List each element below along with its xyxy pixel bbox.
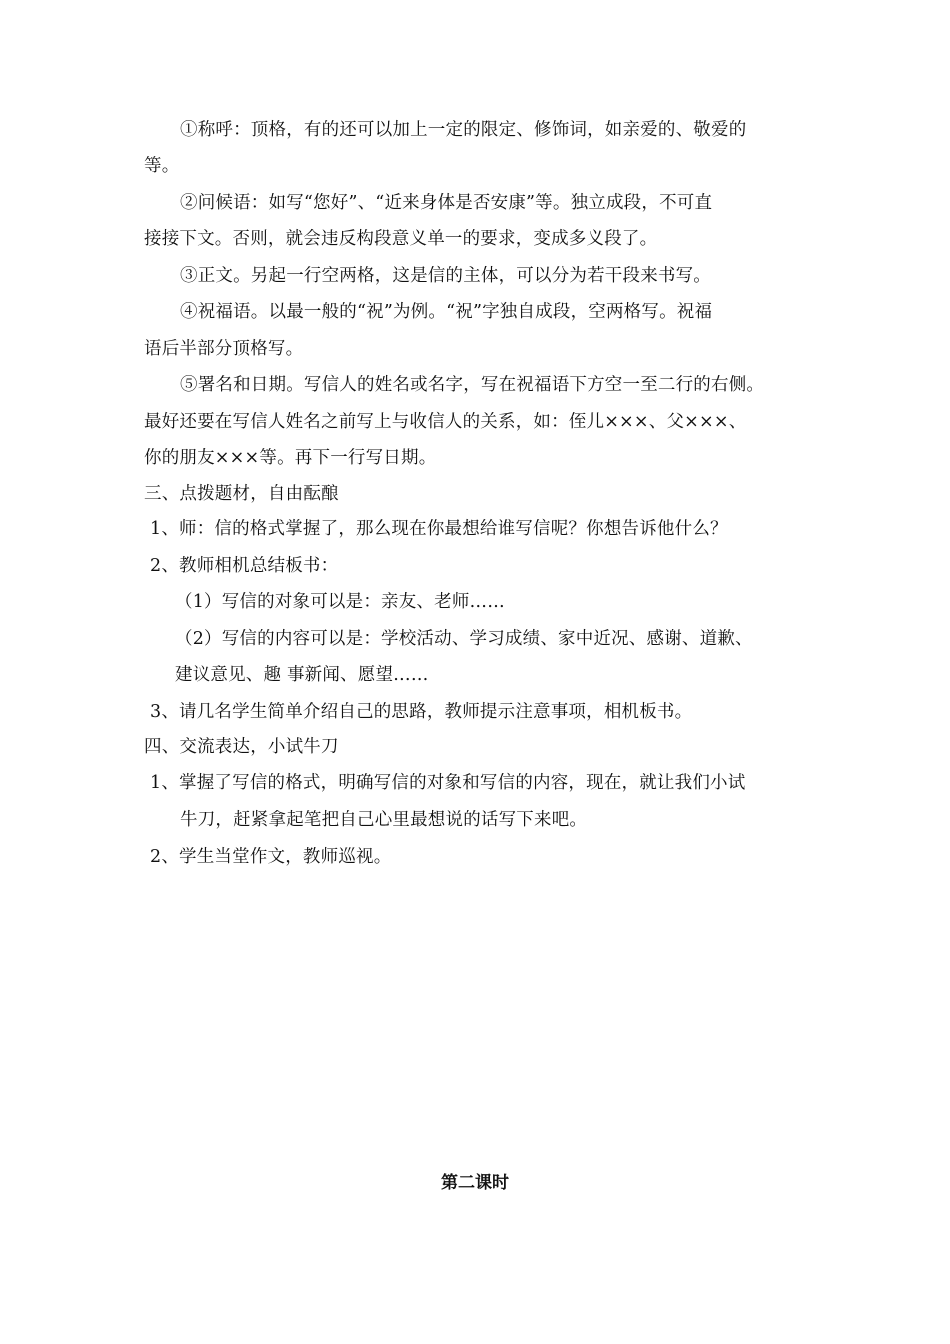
section-heading: 三、点拨题材，自由酝酿 — [144, 484, 339, 504]
list-item-continuation: 牛刀，赶紧拿起笔把自己心里最想说的话写下来吧。 — [180, 810, 588, 830]
list-item: 2、教师相机总结板书： — [150, 556, 339, 576]
section-title: 第二课时 — [441, 1173, 509, 1193]
list-item: （1）写信的对象可以是：亲友、老师…… — [175, 592, 505, 612]
list-item: 1、掌握了写信的格式，明确写信的对象和写信的内容，现在，就让我们小试 — [150, 773, 746, 793]
paragraph-line: ⑤署名和日期。写信人的姓名或名字，写在祝福语下方空一至二行的右侧。 — [180, 375, 765, 395]
list-item: 2、学生当堂作文，教师巡视。 — [150, 847, 392, 867]
paragraph-line: 最好还要在写信人姓名之前写上与收信人的关系，如：侄儿×××、父×××、 — [144, 412, 747, 432]
paragraph-line: 你的朋友×××等。再下一行写日期。 — [144, 448, 437, 468]
paragraph-line: 等。 — [144, 156, 180, 176]
paragraph-line: 语后半部分顶格写。 — [144, 339, 304, 359]
paragraph-line: ④祝福语。以最一般的“祝”为例。“祝”字独自成段，空两格写。祝福 — [180, 302, 713, 322]
paragraph-line: ①称呼：顶格，有的还可以加上一定的限定、修饰词，如亲爱的、敬爱的 — [180, 120, 747, 140]
paragraph-line: 接接下文。否则，就会违反构段意义单一的要求，变成多义段了。 — [144, 229, 658, 249]
list-item: 3、请几名学生简单介绍自己的思路，教师提示注意事项，相机板书。 — [150, 702, 693, 722]
list-item: （2）写信的内容可以是：学校活动、学习成绩、家中近况、感谢、道歉、 — [175, 629, 753, 649]
list-item: 1、师：信的格式掌握了，那么现在你最想给谁写信呢？你想告诉他什么？ — [150, 519, 728, 539]
section-heading: 四、交流表达，小试牛刀 — [144, 737, 339, 757]
list-item-continuation: 建议意见、趣 事新闻、愿望…… — [175, 665, 429, 685]
paragraph-line: ②问候语：如写“您好”、“近来身体是否安康”等。独立成段，不可直 — [180, 193, 713, 213]
paragraph-line: ③正文。另起一行空两格，这是信的主体，可以分为若干段来书写。 — [180, 266, 711, 286]
